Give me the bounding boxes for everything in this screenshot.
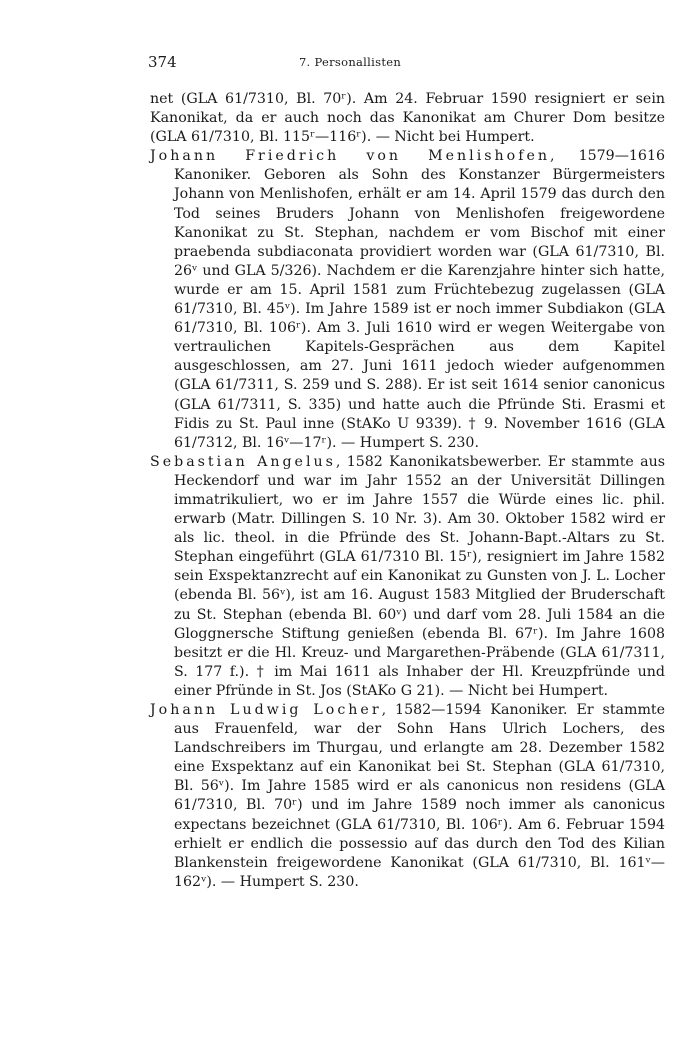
page-header	[0, 53, 700, 73]
entry-angelus	[150, 453, 665, 701]
person-name: Johann Friedrich von Menlishofen	[150, 148, 550, 165]
person-name: Sebastian Angelus	[150, 453, 336, 470]
text-body	[150, 90, 665, 892]
entry-text: , 1582 Kanonikatsbewerber. Er stammte aus Heckendorf und war im Jahr 1552 an der Universität Dillingen immatrikuliert, wo er im Jahre 1557 die Würde eines lic. phil. erwarb (Matr. Dillingen S. 10 Nr. 3). Am 30. Oktober 1582 wird er als lic. theol. in die Pfründe des St. Johann-Bapt.-Altars zu St. Stephan eingeführt (GLA 61/7310 Bl. 15ʳ), resigniert im Jahre 1582 sein Exspektanzrecht auf ein Kanonikat zu Gunsten von J. L. Locher (ebenda Bl. 56ᵛ), ist am 16. August 1583 Mitglied der Bruderschaft zu St. Stephan (ebenda Bl. 60ᵛ) und darf vom 28. Juli 1584 an die Gloggnersche Stiftung genießen (ebenda Bl. 67ʳ). Im Jahre 1608 besitzt er die Hl. Kreuz- und Margarethen-Präbende (GLA 61/7311, S. 177 f.). † im Mai 1611 als Inhaber der Hl. Kreuzpfründe und einer Pfründe in St. Jos (StAKo G 21). — Nicht bei Humpert.	[174, 453, 665, 699]
page-number: 374	[148, 53, 177, 71]
entry-text: , 1579—1616 Kanoniker. Geboren als Sohn des Konstanzer Bürgermeisters Johann von Menlishofen, erhält er am 14. April 1579 das durch den Tod seines Bruders Johann von Menlishofen freigewordene Kanonikat zu St. Stephan, nachdem er vom Bischof mit einer praebenda subdiaconata providiert worden war (GLA 61/7310, Bl. 26ᵛ und GLA 5/326). Nachdem er die Karenzjahre hinter sich hatte, wurde er am 15. April 1581 zum Früchtebezug zugelassen (GLA 61/7310, Bl. 45ᵛ). Im Jahre 1589 ist er noch immer Subdiakon (GLA 61/7310, Bl. 106ʳ). Am 3. Juli 1610 wird er wegen Weitergabe von vertraulichen Kapitels-Gesprächen aus dem Kapitel ausgeschlossen, am 27. Juni 1611 jedoch wieder aufgenommen (GLA 61/7311, S. 259 und S. 288). Er ist seit 1614 senior canonicus (GLA 61/7311, S. 335) und hatte auch die Pfründe Sti. Erasmi et Fidis zu St. Paul inne (StAKo U 9339). † 9. November 1616 (GLA 61/7312, Bl. 16ᵛ—17ʳ). — Humpert S. 230.	[174, 148, 666, 451]
entry-menlishofen	[150, 147, 665, 453]
running-head: 7. Personallisten	[298, 55, 402, 69]
entry-text: , 1582—1594 Kanoniker. Er stammte aus Frauenfeld, war der Sohn Hans Ulrich Lochers, des Landschreibers im Thurgau, und erlangte am 28. Dezember 1582 eine Exspektanz auf ein Kanonikat bei St. Stephan (GLA 61/7310, Bl. 56ᵛ). Im Jahre 1585 wird er als canonicus non residens (GLA 61/7310, Bl. 70ʳ) und im Jahre 1589 noch immer als canonicus expectans bezeichnet (GLA 61/7310, Bl. 106ʳ). Am 6. Februar 1594 erhielt er endlich die possessio auf das durch den Tod des Kilian Blankenstein freigewordene Kanonikat (GLA 61/7310, Bl. 161ᵛ—162ᵛ). — Humpert S. 230.	[174, 702, 665, 890]
continuation-paragraph: net (GLA 61/7310, Bl. 70ʳ). Am 24. Februar 1590 resigniert er sein Kanonikat, da er auch noch das Kanonikat am Churer Dom besitze (GLA 61/7310, Bl. 115ʳ—116ʳ). — Nicht bei Humpert.	[150, 91, 665, 146]
entry-locher	[150, 701, 665, 892]
person-name: Johann Ludwig Locher	[150, 702, 382, 718]
